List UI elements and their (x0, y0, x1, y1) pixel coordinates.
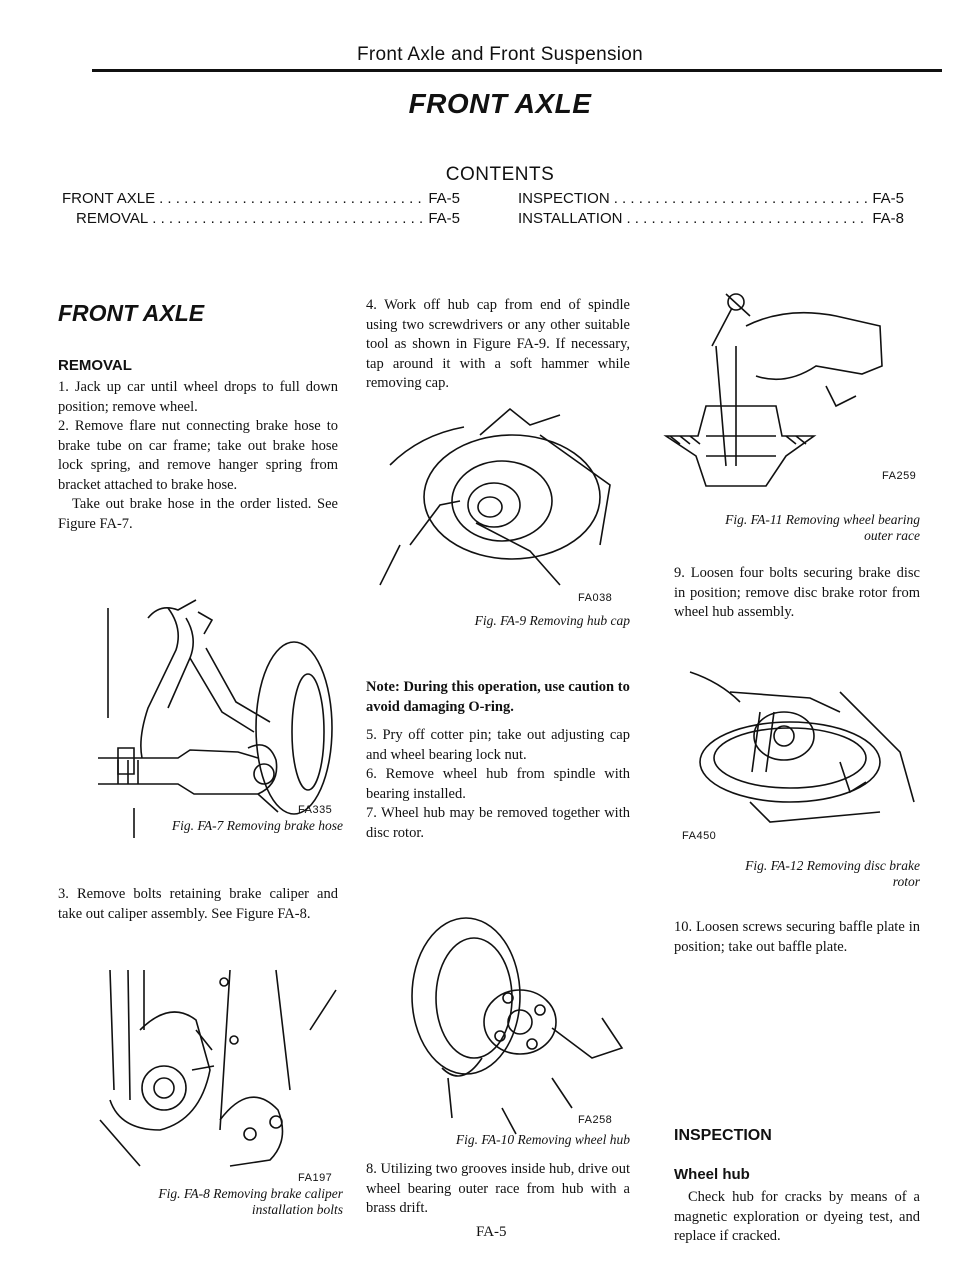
header-rule (92, 69, 942, 72)
removal-steps-5-7 (366, 726, 630, 843)
running-head: Front Axle and Front Suspension (356, 44, 643, 65)
figure-fa10-caption: Fig. FA-10 Removing wheel hub (455, 1132, 630, 1147)
removal-step-8: 8. Utilizing two grooves inside hub, drive out wheel bearing outer race from hub with a brass drift. (366, 1161, 630, 1216)
inspection-text: Check hub for cracks by means of a magnetic exploration or dyeing test, and replace if cracked. (674, 1189, 920, 1244)
page-title: FRONT AXLE (408, 88, 592, 119)
figure-fa11-caption: Fig. FA-11 Removing wheel bearing outer race (725, 512, 920, 543)
figure-fa12-caption: Fig. FA-12 Removing disc brake rotor (745, 858, 920, 889)
figure-fa12-illustration (690, 672, 926, 832)
toc-entry[interactable]: INSTALLATION . . . FA-8 (518, 210, 904, 230)
figure-fa7-illustration (98, 598, 338, 838)
toc-entry[interactable]: INSPECTION . . . FA-5 (518, 190, 904, 210)
step-1: 1. Jack up car until wheel drops to full down position; remove wheel. (58, 379, 338, 415)
figure-fa9-code: FA038 (578, 592, 613, 604)
removal-step-3: 3. Remove bolts retaining brake caliper and take out caliper assembly. See Figure FA-8. (58, 886, 338, 922)
figure-fa7-caption: Fig. FA-7 Removing brake hose (171, 818, 343, 833)
step-6: 6. Remove wheel hub from spindle with bearing installed. (366, 766, 630, 802)
toc-left (62, 190, 460, 230)
contents-heading: CONTENTS (445, 164, 555, 185)
figure-fa8-code: FA197 (298, 1172, 333, 1184)
removal-heading: REMOVAL (58, 357, 132, 374)
figure-fa10-code: FA258 (578, 1114, 613, 1126)
section-title: FRONT AXLE (58, 300, 205, 326)
page-number: FA-5 (476, 1224, 507, 1240)
figure-fa9-caption: Fig. FA-9 Removing hub cap (474, 613, 630, 628)
step-7: 7. Wheel hub may be removed together with disc rotor. (366, 805, 630, 841)
toc-entry[interactable]: FRONT AXLE . . . FA-5 (62, 190, 460, 210)
step-2-continued: Take out brake hose in the order listed. See Figure FA-7. (58, 496, 338, 532)
figure-fa9-illustration (380, 405, 630, 590)
toc-right (518, 190, 904, 230)
figure-fa12-code: FA450 (682, 830, 717, 842)
figure-fa11-code: FA259 (882, 470, 917, 482)
step-5: 5. Pry off cotter pin; take out adjusting cap and wheel bearing lock nut. (366, 727, 630, 763)
removal-step-10: 10. Loosen screws securing baffle plate in position; take out baffle plate. (674, 919, 920, 955)
step-2: 2. Remove flare nut connecting brake hose to brake tube on car frame; take out brake hose lock spring, and remove hanger spring from bracket attached to brake hose. (58, 418, 338, 493)
removal-steps-1-2 (58, 378, 338, 534)
removal-step-9: 9. Loosen four bolts securing brake disc in position; remove disc brake rotor from wheel hub assembly. (674, 565, 920, 620)
note-o-ring: Note: During this operation, use caution to avoid damaging O-ring. (366, 679, 630, 715)
wheel-hub-subheading: Wheel hub (674, 1166, 750, 1183)
figure-fa8-caption: Fig. FA-8 Removing brake caliper installation bolts (158, 1186, 343, 1217)
figure-fa7-code: FA335 (298, 804, 333, 816)
removal-step-4: 4. Work off hub cap from end of spindle using two screwdrivers or any other suitable tool as shown in Figure FA-9. If necessary, tap around it with a soft hammer while removing cap. (366, 297, 630, 391)
figure-fa11-illustration (666, 286, 926, 496)
inspection-heading: INSPECTION (674, 1127, 772, 1144)
figure-fa8-illustration (100, 970, 340, 1170)
toc-entry[interactable]: REMOVAL . . . FA-5 (62, 210, 460, 230)
